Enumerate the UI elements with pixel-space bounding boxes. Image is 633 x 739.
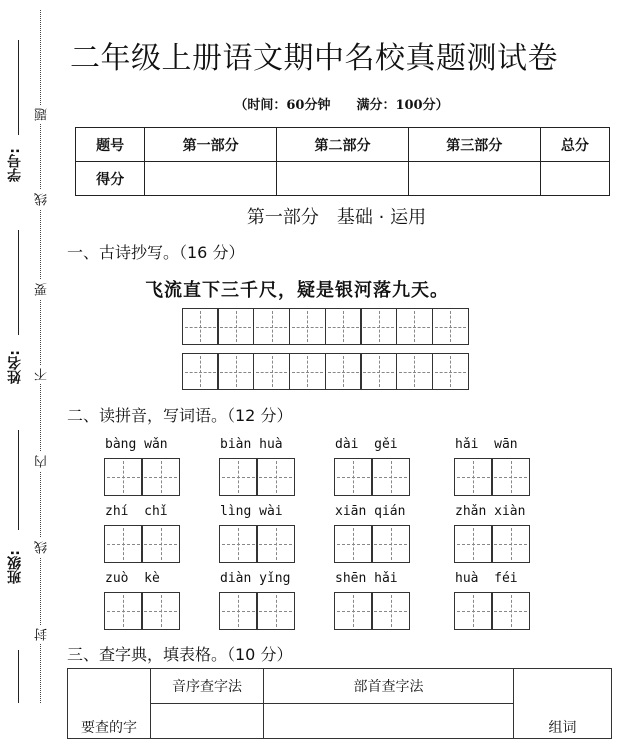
pinyin-label: dài gěi bbox=[335, 437, 398, 452]
dictionary-table bbox=[67, 668, 612, 739]
poem-line: 飞流直下三千尺，疑是银河落九天。 bbox=[145, 280, 449, 301]
margin-line bbox=[18, 650, 19, 703]
answer-boxes[interactable] bbox=[105, 592, 180, 630]
header: 第三部分 bbox=[408, 128, 540, 162]
pinyin-label: zhí chǐ bbox=[105, 504, 168, 519]
score-cell[interactable] bbox=[277, 162, 409, 196]
pinyin-label: hǎi wān bbox=[455, 437, 518, 452]
class-label: 班级: bbox=[7, 550, 23, 584]
q1-heading: 一、古诗抄写。（16 分） bbox=[67, 243, 245, 262]
q2-heading: 二、读拼音，写词语。（12 分） bbox=[67, 406, 293, 425]
answer-boxes[interactable] bbox=[220, 592, 295, 630]
seal-char: 线 bbox=[33, 190, 52, 209]
seal-char: 封 bbox=[33, 625, 52, 644]
pinyin-label: biàn huà bbox=[220, 437, 283, 452]
pinyin-label: zhǎn xiàn bbox=[455, 504, 526, 519]
answer-boxes[interactable] bbox=[335, 525, 410, 563]
answer-boxes[interactable] bbox=[220, 458, 295, 496]
pinyin-label: lìng wài bbox=[220, 504, 283, 519]
writing-grid[interactable] bbox=[183, 308, 469, 345]
answer-boxes[interactable] bbox=[455, 592, 530, 630]
page-title: 二年级上册语文期中名校真题测试卷 bbox=[70, 41, 558, 76]
header: 题号 bbox=[76, 128, 145, 162]
exam-info: （时间：60分钟 满分：100分） bbox=[234, 98, 449, 113]
q3-heading: 三、查字典，填表格。（10 分） bbox=[67, 645, 293, 664]
score-table bbox=[75, 127, 610, 196]
student-id-line[interactable] bbox=[18, 40, 19, 135]
part-heading: 第一部分 基础 · 运用 bbox=[246, 207, 427, 228]
col-header: 音序查字法 bbox=[151, 669, 264, 704]
answer-boxes[interactable] bbox=[335, 458, 410, 496]
score-cell[interactable] bbox=[145, 162, 277, 196]
class-line[interactable] bbox=[18, 430, 19, 530]
pinyin-label: zuò kè bbox=[105, 571, 160, 586]
name-label: 姓名: bbox=[7, 350, 23, 384]
pinyin-label: huà féi bbox=[455, 571, 518, 586]
student-id-label: 学号: bbox=[7, 148, 23, 182]
seal-char: 题 bbox=[33, 105, 52, 124]
answer-boxes[interactable] bbox=[220, 525, 295, 563]
seal-char: 线 bbox=[33, 538, 52, 557]
header: 第一部分 bbox=[145, 128, 277, 162]
seal-char: 不 bbox=[33, 365, 52, 384]
answer-boxes[interactable] bbox=[105, 458, 180, 496]
col-header: 要查的字 bbox=[68, 669, 151, 739]
pinyin-label: bàng wǎn bbox=[105, 437, 168, 452]
seal-char: 内 bbox=[33, 452, 52, 471]
answer-boxes[interactable] bbox=[455, 525, 530, 563]
col-header: 部首查字法 bbox=[264, 669, 514, 704]
score-cell[interactable] bbox=[408, 162, 540, 196]
pinyin-label: diàn yǐng bbox=[220, 571, 291, 586]
name-line[interactable] bbox=[18, 230, 19, 335]
header: 总分 bbox=[540, 128, 609, 162]
pinyin-label: xiān qián bbox=[335, 504, 406, 519]
score-cell[interactable] bbox=[540, 162, 609, 196]
row-label: 得分 bbox=[76, 162, 145, 196]
answer-boxes[interactable] bbox=[335, 592, 410, 630]
writing-grid[interactable] bbox=[183, 353, 469, 390]
answer-boxes[interactable] bbox=[105, 525, 180, 563]
seal-char: 要 bbox=[33, 280, 52, 299]
header: 第二部分 bbox=[277, 128, 409, 162]
answer-boxes[interactable] bbox=[455, 458, 530, 496]
pinyin-label: shēn hǎi bbox=[335, 571, 398, 586]
col-header: 组词 bbox=[514, 669, 612, 739]
